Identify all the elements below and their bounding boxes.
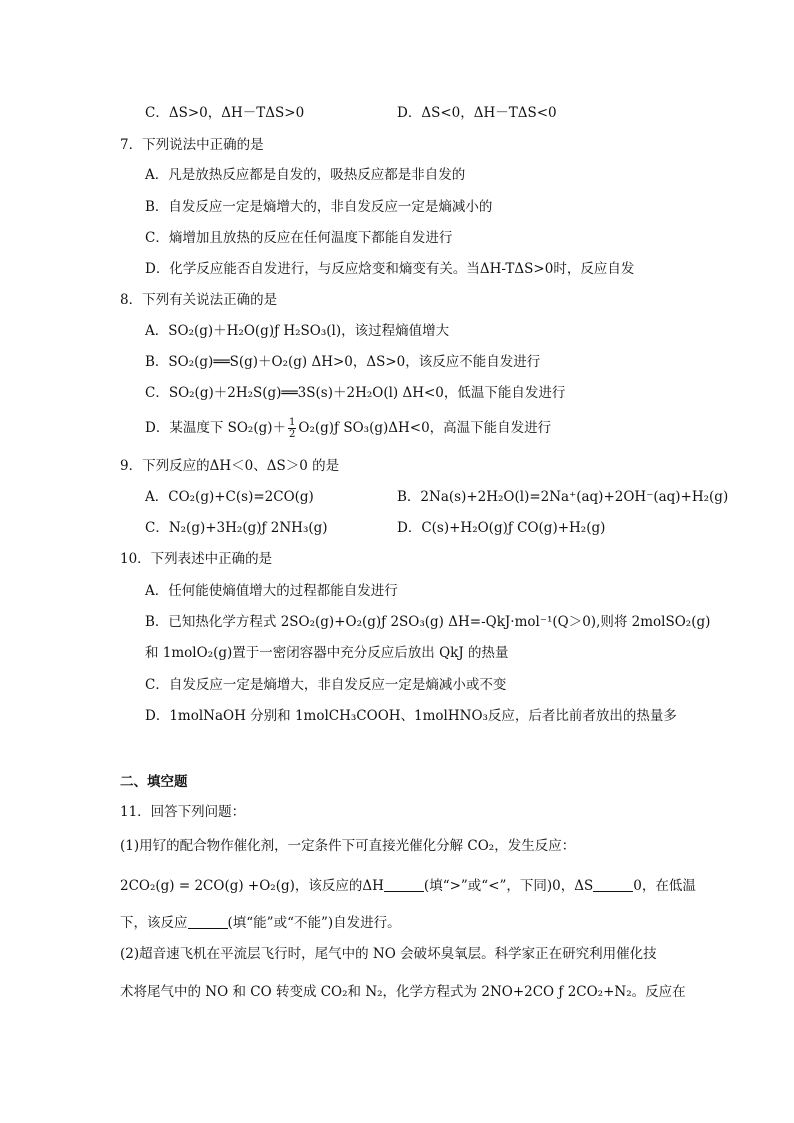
q8-option-c: C．SO₂(g)＋2H₂S(g)══3S(s)＋2H₂O(l) ΔH<0，低温下能自发进行 [145,385,566,401]
q8-option-a: A．SO₂(g)＋H₂O(g)ƒ H₂SO₃(l)，该过程熵值增大 [145,323,450,339]
q10-stem: 10．下列表述中正确的是 [120,551,273,567]
q11-part1-text-e: (填“能”或“不能”)自发进行。 [227,915,401,931]
q8-option-d-post: O₂(g)ƒ SO₃(g)ΔH<0，高温下能自发进行 [298,420,552,436]
answer-blank-ds[interactable] [593,877,633,892]
section-title: 二、填空题 [120,774,188,790]
q10-option-d: D．1molNaOH 分别和 1molCH₃COOH、1molHNO₃反应，后者比前者放出的热量多 [145,708,677,724]
q11-part1-text-d: 下，该反应 [120,915,188,931]
q9-option-d: D．C(s)+H₂O(g)ƒ CO(g)+H₂(g) [397,520,606,536]
q8-option-b: B．SO₂(g)══S(g)＋O₂(g) ΔH>0，ΔS>0，该反应不能自发进行 [145,354,541,370]
q8-option-d-pre: D．某温度下 SO₂(g)＋ [145,420,287,436]
fraction-denominator: 2 [289,429,296,440]
q6-option-d: D．ΔS<0，ΔH－TΔS<0 [397,105,557,121]
answer-blank-dh[interactable] [384,877,424,892]
q10-option-c: C．自发反应一定是熵增大，非自发反应一定是熵减小或不变 [145,677,507,693]
q11-part1-line1: (1)用钌的配合物作催化剂，一定条件下可直接光催化分解 CO₂，发生反应： [120,838,576,854]
q9-stem: 9．下列反应的ΔH＜0、ΔS＞0 的是 [120,458,340,474]
q11-part2-line2: 术将尾气中的 NO 和 CO 转变成 CO₂和 N₂，化学方程式为 2NO+2CO ƒ 2CO₂+N₂。反应在 [120,984,686,1000]
q11-part1-text-a: 2CO₂(g) = 2CO(g) +O₂(g)，该反应的ΔH [120,878,384,894]
q11-part1-line2 [120,877,696,895]
q10-option-b-line2: 和 1molO₂(g)置于一密闭容器中充分反应后放出 QkJ 的热量 [145,645,509,661]
q11-part2-line1: (2)超音速飞机在平流层飞行时，尾气中的 NO 会破坏臭氧层。科学家正在研究利用催化技 [120,946,657,962]
q8-stem: 8．下列有关说法正确的是 [120,292,278,308]
q11-part1-text-c: 0，在低温 [633,878,696,894]
q7-stem: 7．下列说法中正确的是 [120,137,264,153]
fraction-numerator: 1 [289,417,296,428]
q6-option-c: C．ΔS>0，ΔH－TΔS>0 [145,105,305,121]
q11-stem: 11．回答下列问题： [120,804,246,820]
q8-option-d [145,417,551,440]
q11-part1-text-b: (填“>”或“<”，下同)0，ΔS [423,878,594,894]
q7-option-b: B．自发反应一定是熵增大的，非自发反应一定是熵减小的 [145,199,493,215]
q7-option-a: A．凡是放热反应都是自发的，吸热反应都是非自发的 [145,167,466,183]
q10-option-a: A．任何能使熵值增大的过程都能自发进行 [145,583,398,599]
answer-blank-spontaneous[interactable] [188,914,228,929]
q9-option-a: A．CO₂(g)+C(s)=2CO(g) [145,489,314,505]
q11-part1-line3 [120,914,401,932]
q10-option-b-line1: B．已知热化学方程式 2SO₂(g)+O₂(g)ƒ 2SO₃(g) ΔH=-QkJ·mol⁻¹(Q＞0),则将 2molSO₂(g) [145,614,711,630]
q7-option-d: D．化学反应能否自发进行，与反应焓变和熵变有关。当ΔH-TΔS>0时，反应自发 [145,261,635,277]
q7-option-c: C．熵增加且放热的反应在任何温度下都能自发进行 [145,230,453,246]
q9-option-c: C．N₂(g)+3H₂(g)ƒ 2NH₃(g) [145,520,328,536]
one-half-fraction [288,417,296,440]
q9-option-b: B．2Na(s)+2H₂O(l)=2Na⁺(aq)+2OH⁻(aq)+H₂(g) [397,489,729,505]
